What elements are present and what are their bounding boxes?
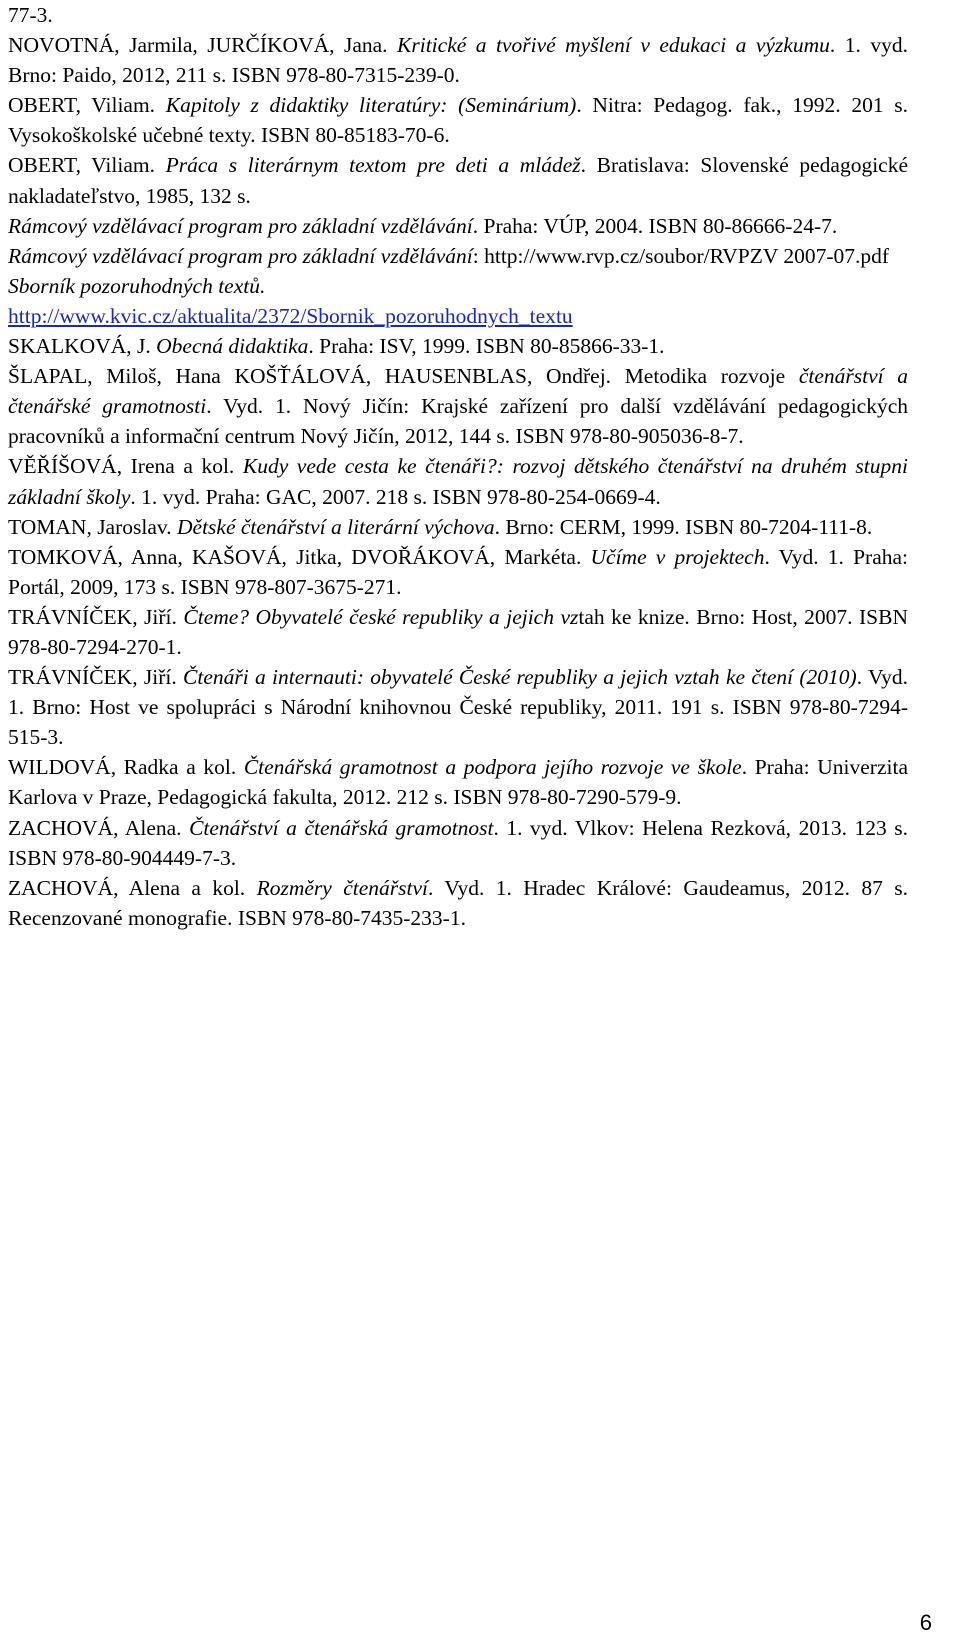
reference-title: Kapitoly z didaktiky literatúry: (Seminárium) [165, 93, 577, 118]
reference-text: . Vyd. 1. Hradec Králové: Gaudeamus, 2012. 87 s. Recenzované monografie. ISBN 978-80-7435-233-1. [8, 875, 908, 930]
reference-title: Čteme? Obyvatelé české republiky a jejich vz [183, 604, 579, 629]
reference-text: ZACHOVÁ, Alena a kol. [8, 875, 257, 900]
reference-text: : [472, 243, 485, 268]
reference-text: SKALKOVÁ, J. [8, 334, 157, 359]
reference-title: Rozměry čtenářství [256, 875, 428, 900]
reference-text: . Brno: CERM, 1999. ISBN 80-7204-111-8. [494, 514, 873, 539]
reference-text: TRÁVNÍČEK, Jiří. [8, 604, 184, 629]
reference-text: . Vyd. 1. Nový Jičín: Krajské zařízení pro další vzdělávání pedagogických pracovníků a informační centrum Nový Jičín, 2012, 144 s. ISBN 978-80-905036-8-7. [8, 394, 908, 449]
bibliography-entry [8, 30, 908, 90]
reference-text: ŠLAPAL, Miloš, Hana KOŠŤÁLOVÁ, HAUSENBLAS, Ondřej. Metodika rozvoje [8, 364, 799, 389]
bibliography-list [8, 0, 908, 933]
reference-title: Sborník pozoruhodných textů. [8, 273, 266, 298]
reference-title: Kudy vede cesta ke čtenáři?: rozvoj dětského čtenářství na druhém stupni základní školy [8, 454, 908, 509]
reference-title: Rámcový vzdělávací program pro základní vzdělávání [8, 243, 473, 268]
reference-title: čtenářství a čtenářské gramotnosti [8, 364, 908, 419]
reference-text: . Praha: ISV, 1999. ISBN 80-85866-33-1. [308, 334, 665, 359]
reference-title: Čtenáři a internauti: obyvatelé České republiky a jejich vztah ke čtení (2010) [183, 665, 857, 690]
bibliography-entry [8, 873, 908, 933]
reference-text: . Vyd. 1. Praha: Portál, 2009, 173 s. ISBN 978-807-3675-271. [8, 544, 909, 599]
reference-title: Práca s literárnym textom pre deti a mládež [165, 153, 581, 178]
bibliography-entry [8, 752, 908, 812]
reference-text: OBERT, Viliam. [8, 153, 166, 178]
reference-text: . Nitra: Pedagog. fak., 1992. 201 s. Vysokoškolské učebné texty. ISBN 80-85183-70-6. [8, 93, 908, 148]
reference-title: Čtenářská gramotnost a podpora jejího rozvoje ve škole [243, 755, 742, 780]
reference-text: TOMKOVÁ, Anna, KAŠOVÁ, Jitka, DVOŘÁKOVÁ, Markéta. [8, 544, 591, 569]
reference-text: OBERT, Viliam. [8, 93, 166, 118]
bibliography-entry [8, 241, 908, 271]
bibliography-entry [8, 662, 908, 752]
bibliography-entry [8, 331, 908, 361]
reference-title: Obecná didaktika [156, 334, 309, 359]
reference-text: . 1. vyd. Vlkov: Helena Rezková, 2013. 123 s. ISBN 978-80-904449-7-3. [8, 815, 908, 870]
reference-title: Rámcový vzdělávací program pro základní vzdělávání [8, 213, 473, 238]
reference-title: Učíme v projektech [590, 544, 765, 569]
reference-text: . Bratislava: Slovenské pedagogické nakladateľstvo, 1985, 132 s. [8, 153, 908, 208]
bibliography-entry [8, 0, 908, 30]
reference-title: Dětské čtenářství a literární výchova [177, 514, 495, 539]
reference-title: Kritické a tvořivé myšlení v edukaci a výzkumu [397, 33, 830, 58]
bibliography-entry [8, 301, 908, 331]
reference-text: . Vyd. 1. Brno: Host ve spolupráci s Národní knihovnou České republiky, 2011. 191 s. ISBN 978-80-7294-515-3. [8, 665, 909, 750]
bibliography-entry [8, 512, 908, 542]
bibliography-entry [8, 211, 908, 241]
bibliography-entry [8, 451, 908, 511]
reference-link[interactable]: http://www.kvic.cz/aktualita/2372/Sbornik_pozoruhodnych_textu [8, 303, 573, 328]
reference-title: Čtenářství a čtenářská gramotnost [189, 815, 494, 840]
reference-text: WILDOVÁ, Radka a kol. [8, 755, 244, 780]
reference-text: ZACHOVÁ, Alena. [8, 815, 190, 840]
reference-text: VĚŘÍŠOVÁ, Irena a kol. [8, 454, 243, 479]
bibliography-entry [8, 90, 908, 150]
page-number: 6 [919, 1610, 932, 1635]
reference-text: . 1. vyd. Brno: Paido, 2012, 211 s. ISBN 978-80-7315-239-0. [8, 33, 909, 88]
document-page [8, 0, 908, 933]
bibliography-entry [8, 542, 908, 602]
reference-link[interactable]: http://www.rvp.cz/soubor/RVPZV 2007-07.pdf [484, 243, 890, 268]
reference-text: 77-3. [8, 3, 53, 27]
bibliography-entry [8, 361, 908, 451]
reference-text: . Praha: Univerzita Karlova v Praze, Pedagogická fakulta, 2012. 212 s. ISBN 978-80-7290-579-9. [8, 755, 908, 810]
bibliography-entry [8, 602, 908, 662]
reference-text: . Praha: VÚP, 2004. ISBN 80-86666-24-7. [472, 213, 838, 238]
reference-text: TRÁVNÍČEK, Jiří. [8, 665, 184, 690]
reference-text: . 1. vyd. Praha: GAC, 2007. 218 s. ISBN 978-80-254-0669-4. [130, 484, 661, 509]
reference-text: NOVOTNÁ, Jarmila, JURČÍKOVÁ, Jana. [8, 33, 398, 58]
reference-text: tah ke knize. Brno: Host, 2007. ISBN 978-80-7294-270-1. [8, 604, 908, 659]
bibliography-entry [8, 813, 908, 873]
bibliography-entry [8, 150, 908, 210]
reference-text: TOMAN, Jaroslav. [8, 514, 177, 539]
bibliography-entry [8, 271, 908, 301]
